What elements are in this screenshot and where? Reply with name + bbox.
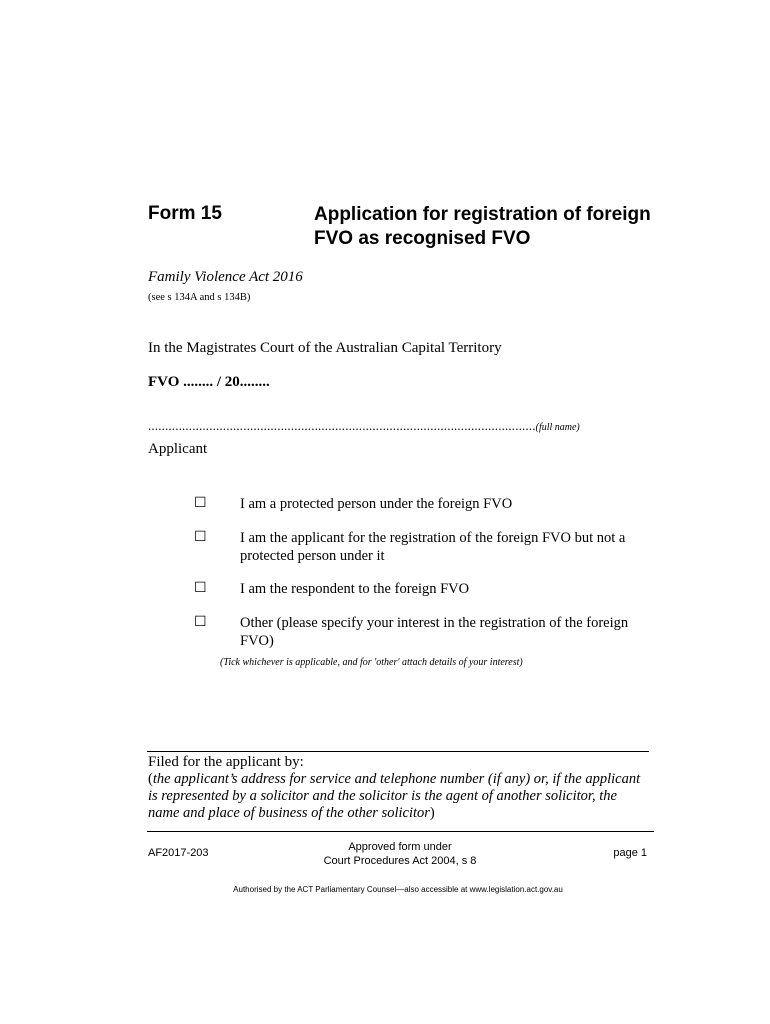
act-reference: (see s 134A and s 134B) [148,292,251,303]
open-paren: ( [148,771,153,787]
close-paren: ) [429,805,435,821]
authorised-by-note: Authorised by the ACT Parliamentary Counsel—also accessible at www.legislation.act.gov.au [233,885,563,894]
checkbox-other[interactable]: ☐ [194,615,207,630]
applicant-name-field[interactable] [148,418,580,434]
filed-for-title: Filed for the applicant by: [148,754,304,770]
approved-form-note [300,840,500,868]
fvo-number: FVO ........ / 20........ [148,374,270,390]
page-number: page 1 [613,847,647,859]
footer-divider [147,831,654,832]
approved-line-1: Approved form under [348,841,452,853]
filed-details-text: the applicant’s address for service and telephone number (if any) or, if the applicant is represented by a solicitor and the solicitor is the agent of another solicitor, the name and place of business of the other solicitor [148,771,641,821]
option-applicant-not-protected: I am the applicant for the registration of the foreign FVO but not a protected person under it [240,530,626,564]
checkbox-protected-person[interactable]: ☐ [194,496,207,511]
tick-instruction: (Tick whichever is applicable, and for 'other' attach details of your interest) [220,657,523,668]
filed-for-description [148,771,648,822]
full-name-hint: (full name) [535,422,580,433]
approved-line-2: Court Procedures Act 2004, s 8 [323,855,477,867]
court-name: In the Magistrates Court of the Australian Capital Territory [148,340,502,356]
form-code: AF2017-203 [148,847,209,859]
option-respondent: I am the respondent to the foreign FVO [240,581,470,597]
applicant-label: Applicant [148,441,208,457]
checkbox-applicant-not-protected[interactable]: ☐ [194,530,207,545]
option-other: Other (please specify your interest in the registration of the foreign FVO) [240,615,629,649]
form-title: Application for registration of foreign FVO as recognised FVO [314,204,651,249]
name-dotted-line: .................................................................................................................. [148,418,536,433]
option-protected-person: I am a protected person under the foreign FVO [240,496,513,512]
form-number: Form 15 [148,203,222,224]
checkbox-respondent[interactable]: ☐ [194,581,207,596]
filed-divider [147,751,649,752]
act-name: Family Violence Act 2016 [148,269,303,285]
